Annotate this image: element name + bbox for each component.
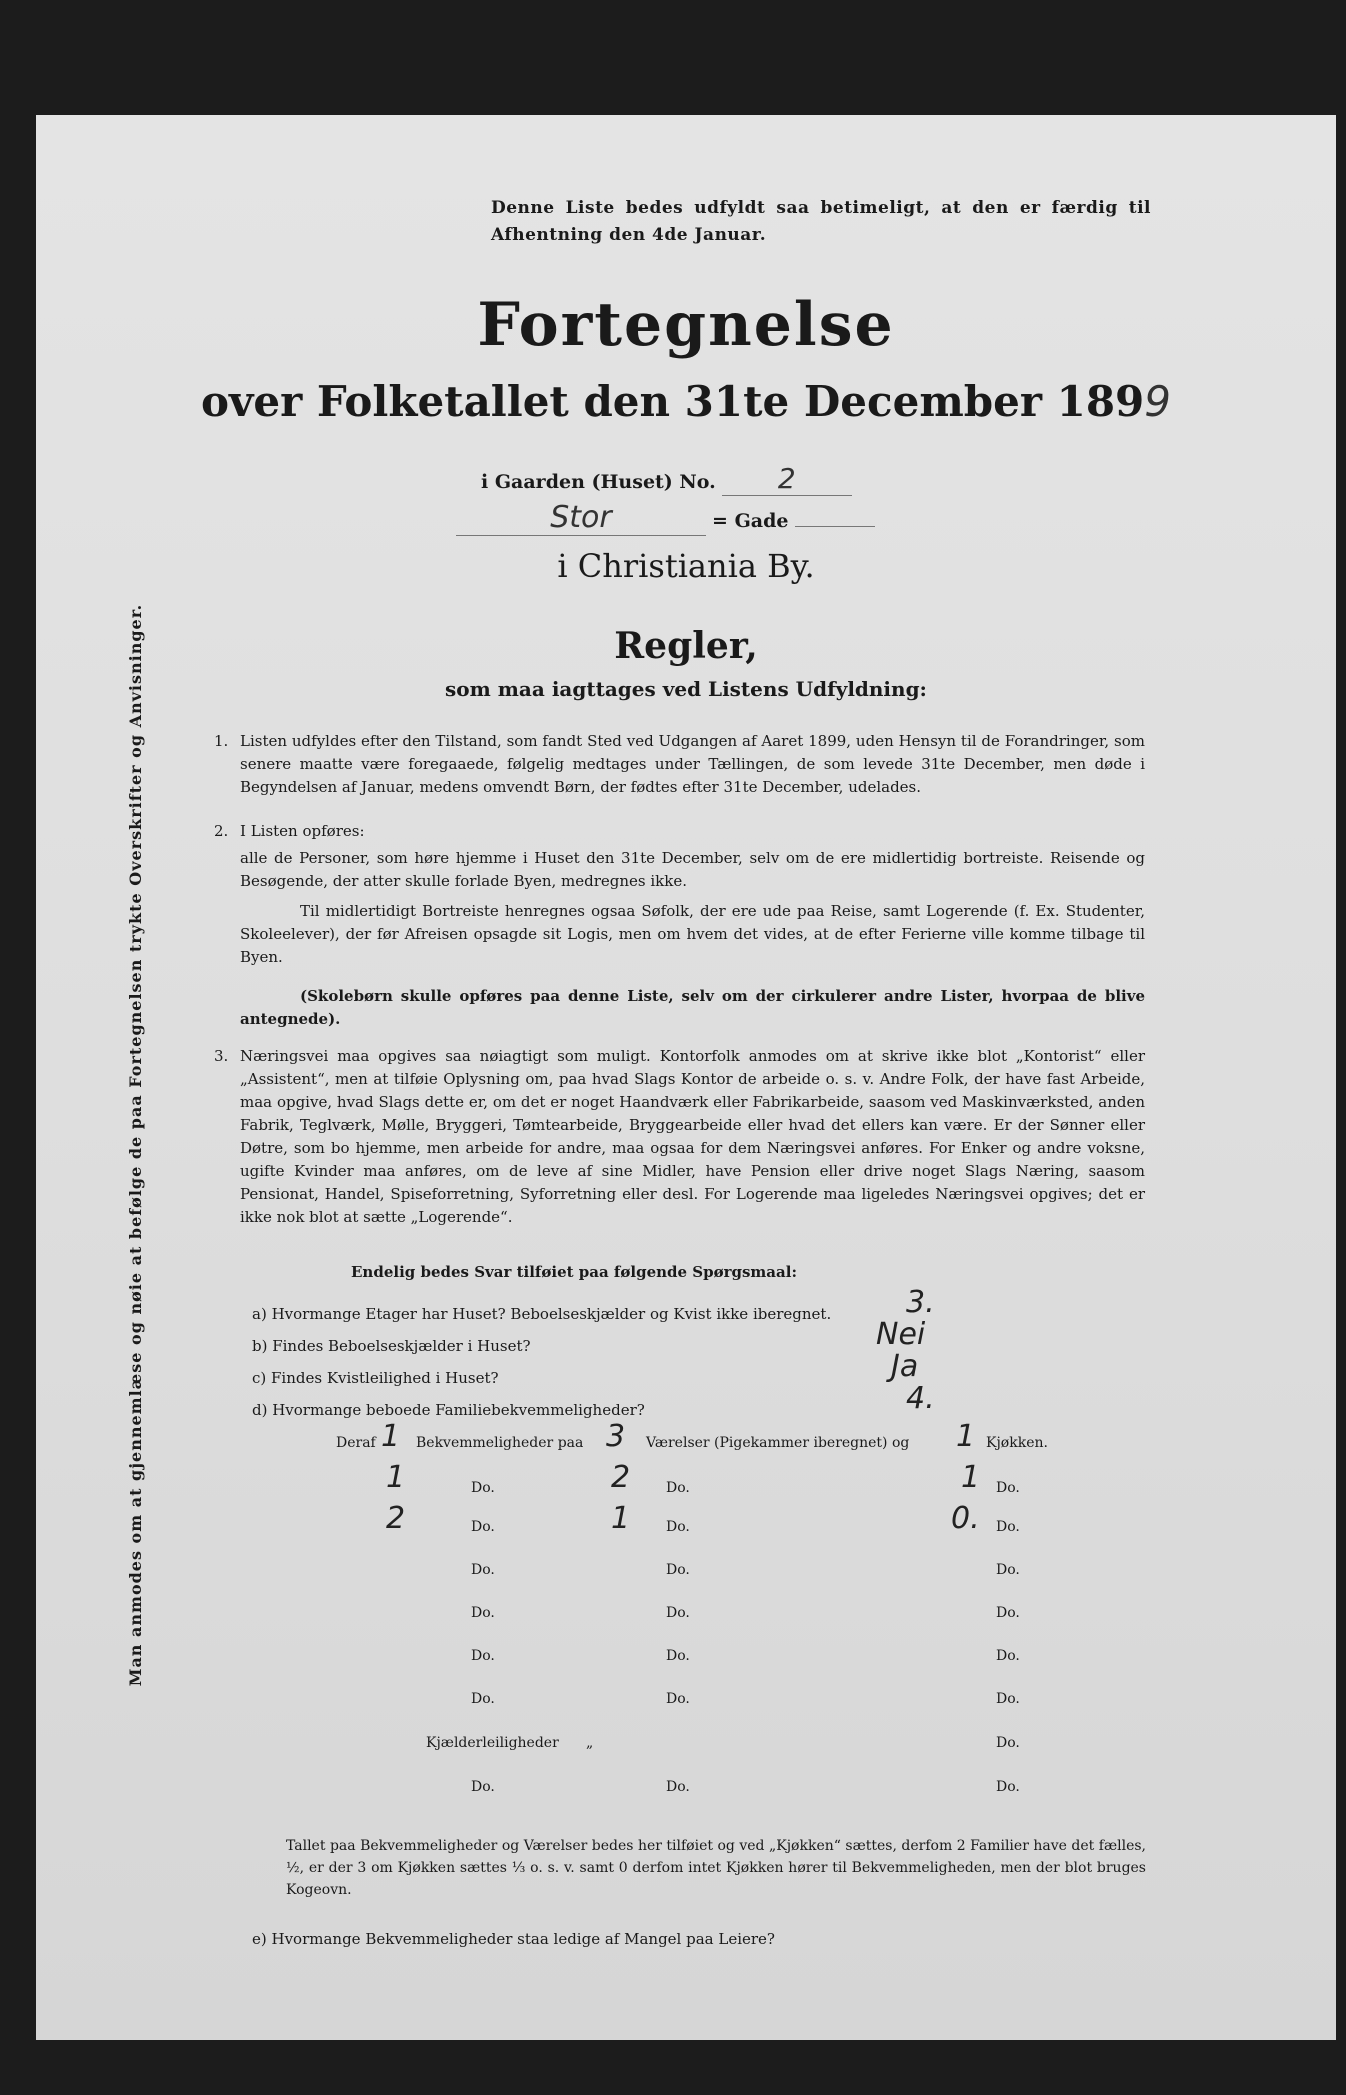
rule-3-text: Næringsvei maa opgives saa nøiagtigt som muligt. Kontorfolk anmodes om at skrive ikke blot „Kontorist“ eller „Assistent“, men at tilføie Oplysning om, paa hvad Slags Kontor de arbeide o. s. v. Andre Folk, der have fast Arbeide, maa opgive, hvad Slags dette er, om det er noget Haandværk eller Fabrikarbeide, saasom ved Maskinværksted, anden Fabrik, Teglværk, Mølle, Bryggeri, Tømtearbeide, Bryggearbeide eller hvad det ellers kan være. Er der Sønner eller Døtre, som bo hjemme, men arbeide for andre, maa ogsaa for dem Næringsvei anføres. For Enker og andre voksne, ugifte Kvinder maa anføres, om de leve af sine Midler, have Pension eller drive noget Slags Næring, saasom Pensionat, Handel, Spiseforretning, Syforretning eller desl. For Logerende maa ligeledes Næringsvei opgives; det er ikke nok blot at sætte „Logerende“. [240, 1047, 1145, 1226]
question-b: b) Findes Beboelseskjælder i Huset? [252, 1337, 531, 1355]
table-do: Do. [471, 1691, 495, 1707]
table-bek-label: Bekvemmeligheder paa [416, 1435, 584, 1451]
rule-2-number: 2. [214, 822, 229, 840]
table-kjok-label: Kjøkken. [986, 1435, 1048, 1451]
table-do: Do. [471, 1648, 495, 1664]
rule-2-text-c: (Skolebørn skulle opføres paa denne Liste, selv om der cirkulerer andre Lister, hvorpaa de blive antegnede). [240, 987, 1145, 1028]
rule-2-heading: I Listen opføres: [240, 822, 365, 840]
answer-a: 3. [906, 1285, 935, 1320]
table-vaer-2: 1 [611, 1501, 631, 1536]
year-handwritten: 9 [1144, 377, 1172, 426]
form-subtitle [36, 377, 1336, 426]
table-vaer-1: 2 [611, 1460, 631, 1495]
table-deraf: Deraf [336, 1435, 376, 1451]
table-do: Do. [471, 1562, 495, 1578]
table-do: Do. [666, 1562, 690, 1578]
question-d: d) Hvormange beboede Familiebekvemmeligheder? [252, 1401, 645, 1419]
table-vaer-label: Værelser (Pigekammer iberegnet) og [646, 1435, 910, 1451]
table-do: Do. [996, 1605, 1020, 1621]
table-bek-0: 1 [381, 1419, 401, 1454]
question-a: a) Hvormange Etager har Huset? Beboelseskjælder og Kvist ikke iberegnet. [252, 1305, 832, 1323]
form-title: Fortegnelse [477, 290, 895, 360]
table-do: Do. [996, 1562, 1020, 1578]
table-do: Do. [996, 1691, 1020, 1707]
question-e: e) Hvormange Bekvemmeligheder staa ledige af Mangel paa Leiere? [252, 1930, 775, 1948]
answer-d: 4. [906, 1381, 935, 1416]
rule-2-text-b: Til midlertidigt Bortreiste henregnes ogsaa Søfolk, der ere ude paa Reise, samt Logerende (f. Ex. Studenter, Skoleelever), der før Afreisen opsagde sit Logis, men om hvem det vides, at de efter Ferierne ville komme tilbage til Byen. [240, 902, 1145, 966]
table-do: Do. [471, 1779, 495, 1795]
table-do: Do. [666, 1691, 690, 1707]
table-do: Do. [996, 1735, 1020, 1751]
footnote: Tallet paa Bekvemmeligheder og Værelser bedes her tilføiet og ved „Kjøkken“ sættes, derfom 2 Familier have det fælles, ½, er der 3 om Kjøkken sættes ⅓ o. s. v. samt 0 derfom intet Kjøkken hører til Bekvemmeligheden, men der blot bruges Kogeovn. [286, 1838, 1146, 1898]
notice-text: Denne Liste bedes udfyldt saa betimeligt, at den er færdig til Afhentning den 4de Januar. [491, 198, 1151, 245]
table-do: Do. [996, 1519, 1020, 1535]
house-label: i Gaarden (Huset) No. [481, 471, 716, 493]
table-do: Do. [666, 1605, 690, 1621]
table-kjok-0: 1 [956, 1419, 976, 1454]
table-do: Do. [471, 1605, 495, 1621]
street-name: Stor [456, 500, 706, 536]
table-do: Do. [666, 1779, 690, 1795]
table-bek-2: 2 [386, 1501, 406, 1536]
questions-intro: Endelig bedes Svar tilføiet paa følgende Spørgsmaal: [351, 1263, 797, 1281]
table-ditto: „ [586, 1735, 594, 1751]
table-do: Do. [471, 1519, 495, 1535]
subtitle-text: over Folketallet den 31te December 189 [200, 377, 1145, 426]
city-label: i Christiania By. [557, 547, 815, 585]
census-form [36, 115, 1336, 2040]
question-c: c) Findes Kvistleilighed i Huset? [252, 1369, 499, 1387]
rule-2-text-a: alle de Personer, som høre hjemme i Huset den 31te December, selv om de ere midlertidig bortreiste. Reisende og Besøgende, der atter skulle forlade Byen, medregnes ikke. [240, 849, 1145, 890]
table-do: Do. [996, 1648, 1020, 1664]
rule-1-number: 1. [214, 732, 229, 750]
house-line [481, 462, 852, 496]
rule-1-text: Listen udfyldes efter den Tilstand, som fandt Sted ved Udgangen af Aaret 1899, uden Hensyn til de Forandringer, som senere maatte være foregaaede, følgelig medtages under Tællingen, de som levede 31te December, men døde i Begyndelsen af Januar, medens omvendt Børn, der fødtes efter 31te December, udelades. [240, 732, 1145, 796]
rule-3-number: 3. [214, 1047, 229, 1065]
table-do: Do. [996, 1480, 1020, 1496]
side-instruction: Man anmodes om at gjennemlæse og nøie at befølge de paa Fortegnelsen trykte Overskrifter og Anvisninger. [126, 603, 145, 1687]
house-number: 2 [722, 462, 852, 496]
table-kjok-1: 1 [961, 1460, 981, 1495]
table-kjok-2: 0. [951, 1501, 980, 1536]
table-do: Do. [666, 1648, 690, 1664]
answer-b: Nei [876, 1317, 926, 1352]
table-bek-1: 1 [386, 1460, 406, 1495]
table-do: Do. [996, 1779, 1020, 1795]
table-kjaelder-label: Kjælderleiligheder [426, 1735, 559, 1751]
rules-subtitle: som maa iagttages ved Listens Udfyldning: [445, 677, 927, 701]
table-vaer-0: 3 [606, 1419, 626, 1454]
rules-title: Regler, [614, 625, 758, 667]
street-line [456, 500, 875, 536]
street-label: = Gade [712, 510, 789, 532]
answer-c: Ja [891, 1349, 919, 1384]
table-do: Do. [471, 1480, 495, 1496]
table-do: Do. [666, 1519, 690, 1535]
table-do: Do. [666, 1480, 690, 1496]
street-line-blank [795, 526, 875, 527]
